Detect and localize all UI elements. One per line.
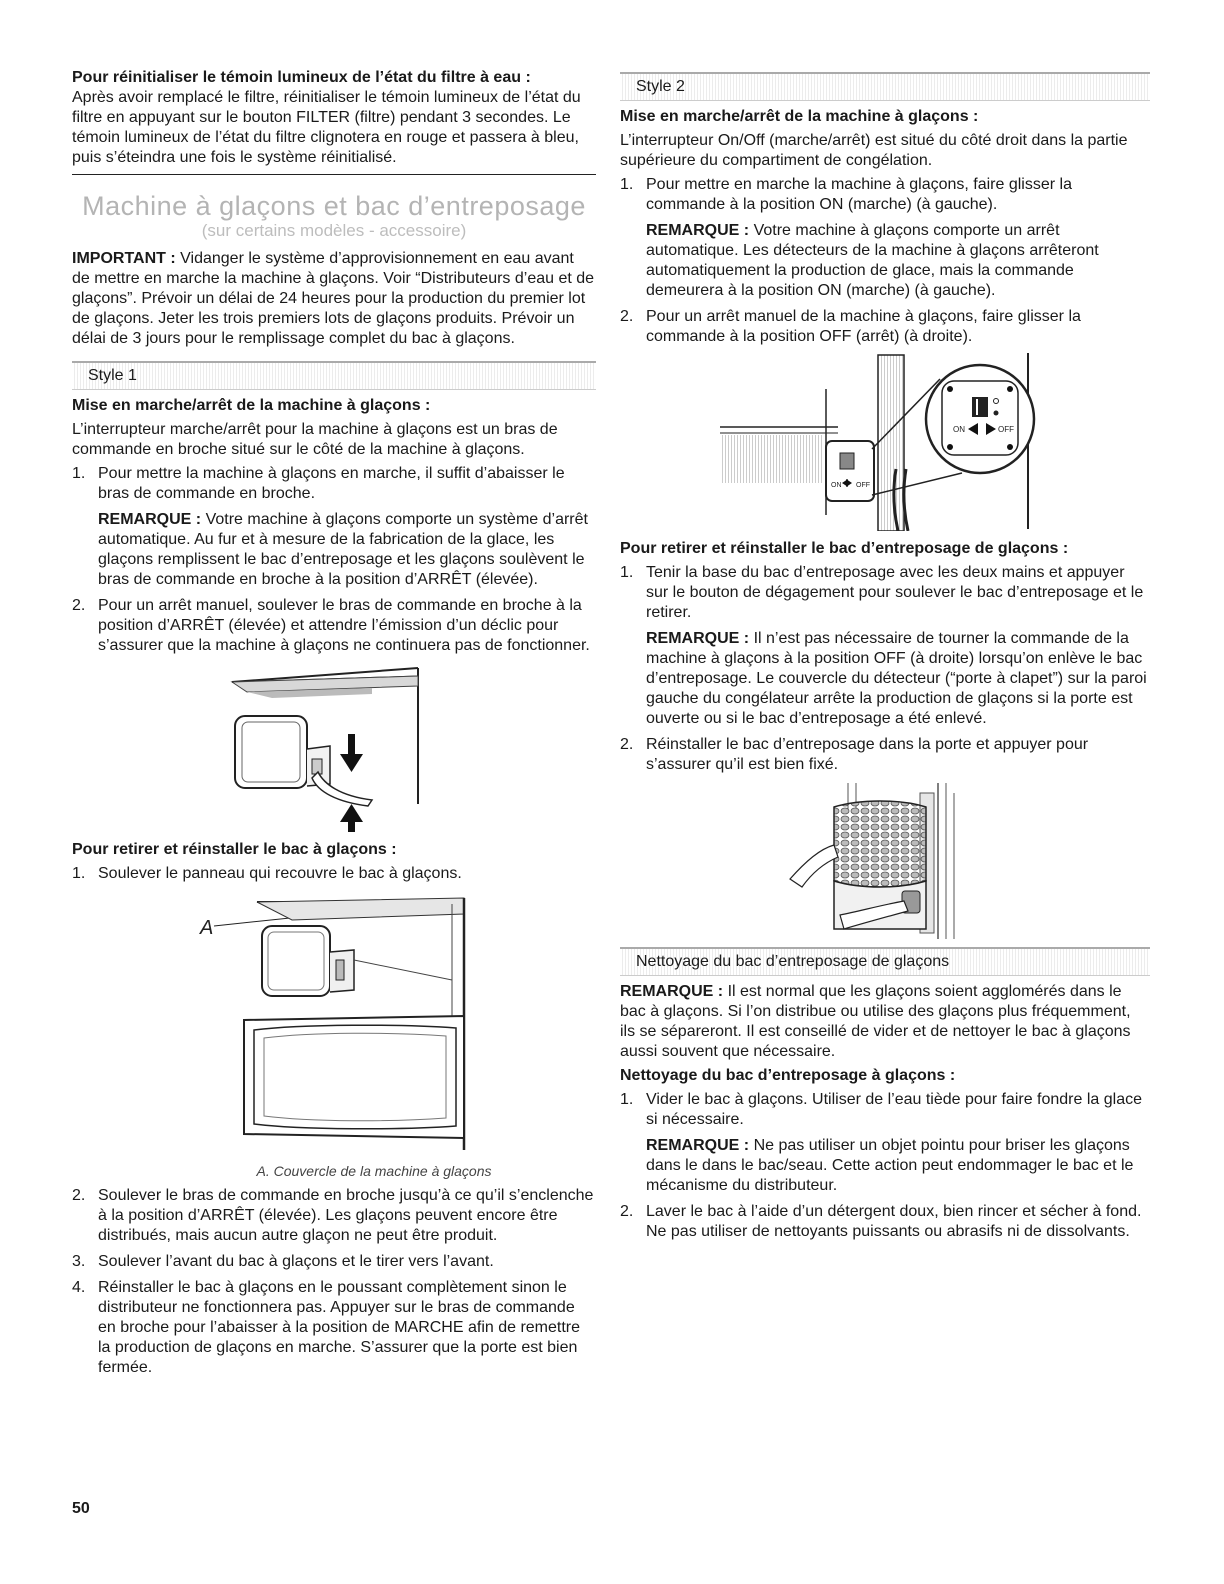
section-subtitle: (sur certains modèles - accessoire) bbox=[201, 221, 467, 240]
icemaker-cover-svg bbox=[72, 892, 596, 1154]
remove-bin-steps-part1 bbox=[72, 864, 596, 884]
step-number: 1. bbox=[620, 1091, 634, 1108]
step-number: 1. bbox=[620, 564, 634, 581]
important-text: Vidanger le système d’approvisionnement en eau avant de mettre en marche la machine à glaçons. Voir “Distributeurs d’eau et de glaçons”. Prévoir un délai de 24 heures pour la production du premier lot de glaçons. Jeter les trois premiers lots de glaçons produits. Prévoir un délai de 3 jours pour le remplissage complet du bac à glaçons. bbox=[72, 250, 595, 347]
cleaning-heading: Nettoyage du bac d’entreposage à glaçons : bbox=[620, 1067, 956, 1084]
note-text: Il est normal que les glaçons soient agglomérés dans le bac à glaçons. Si l’on distribue ou utilise des glaçons plus fréquemment, ils se sépareront. Il est conseillé de vider et de nettoyer le bac à glaçons aussi souvent que nécessaire. bbox=[620, 983, 1131, 1060]
style1-heading: Mise en marche/arrêt de la machine à glaçons : bbox=[72, 397, 431, 414]
storage-bin-svg bbox=[620, 783, 1150, 939]
style2-intro: L’interrupteur On/Off (marche/arrêt) est situé du côté droit dans la partie supérieure du compartiment de congélation. bbox=[620, 132, 1128, 169]
style1-steps bbox=[72, 464, 596, 656]
note-label: REMARQUE : bbox=[98, 511, 202, 528]
remove-bin-heading: Pour retirer et réinstaller le bac à glaçons : bbox=[72, 841, 397, 858]
list-item bbox=[72, 864, 596, 884]
step-number: 2. bbox=[72, 597, 86, 614]
style2-note bbox=[646, 221, 1150, 301]
step-text: Soulever le panneau qui recouvre le bac à glaçons. bbox=[98, 865, 462, 882]
storage-bin-heading: Pour retirer et réinstaller le bac d’entreposage de glaçons : bbox=[620, 540, 1069, 557]
step-number: 4. bbox=[72, 1279, 86, 1296]
important-paragraph bbox=[72, 249, 596, 349]
step-text: Pour un arrêt manuel de la machine à glaçons, faire glisser la commande à la position OFF (arrêt) (à droite). bbox=[646, 308, 1081, 345]
reset-filter-heading: Pour réinitialiser le témoin lumineux de l’état du filtre à eau : bbox=[72, 69, 531, 86]
step-text: Tenir la base du bac d’entreposage avec les deux mains et appuyer sur le bouton de dégagement pour soulever le bac d’entreposage et le retirer. bbox=[646, 564, 1144, 621]
step-text: Vider le bac à glaçons. Utiliser de l’eau tiède pour faire fondre la glace si nécessaire. bbox=[646, 1091, 1142, 1128]
section-divider bbox=[72, 174, 596, 175]
note-label: REMARQUE : bbox=[646, 222, 750, 239]
storage-note bbox=[646, 629, 1150, 729]
list-item bbox=[620, 175, 1150, 301]
note-label: REMARQUE : bbox=[646, 1137, 750, 1154]
list-item bbox=[72, 1278, 596, 1378]
step-text: Réinstaller le bac à glaçons en le poussant complètement sinon le distributeur ne fonctionnera pas. Appuyer sur le bras de commande en broche pour l’abaisser à la position de MARCHE afin de remettre la production de glaçons en marche. S’assurer que la porte est bien fermée. bbox=[98, 1279, 581, 1376]
list-item bbox=[72, 1186, 596, 1246]
icemaker-cover-illustration bbox=[72, 892, 596, 1154]
on-off-switch-svg bbox=[620, 353, 1150, 531]
list-item bbox=[620, 1202, 1150, 1242]
step-text: Laver le bac à l’aide d’un détergent doux, bien rincer et sécher à fond. Ne pas utiliser de nettoyants puissants ou abrasifs ni de dissolvants. bbox=[646, 1203, 1142, 1240]
icemaker-arm-illustration bbox=[72, 664, 596, 832]
list-item bbox=[72, 464, 596, 590]
step-text: Soulever le bras de commande en broche jusqu’à ce qu’il s’enclenche à la position d’ARRÊT (élevée). Les glaçons peuvent encore être distribués, mais aucun autre glaçon ne peut être produit. bbox=[98, 1187, 594, 1244]
note-text: Votre machine à glaçons comporte un système d’arrêt automatique. Au fur et à mesure de la fabrication de la glace, les glaçons remplissent le bac d’entreposage et les glaçons soulèvent le bras de commande en broche à la position d’ARRÊT (élevée). bbox=[98, 511, 588, 588]
cleaning-steps bbox=[620, 1090, 1150, 1242]
reset-filter-text: Après avoir remplacé le filtre, réinitialiser le témoin lumineux de l’état du filtre en appuyant sur le bouton FILTER (filtre) pendant 3 secondes. Le témoin lumineux de l’état du filtre clignotera en rouge et passera à bleu, puis s’éteindra une fois le système réinitialisé. bbox=[72, 89, 581, 166]
important-label: IMPORTANT : bbox=[72, 250, 176, 267]
note-text: Ne pas utiliser un objet pointu pour briser les glaçons dans le dans le bac/seau. Cette action peut endommager le bac et le mécanisme du distributeur. bbox=[646, 1137, 1134, 1194]
note-label: REMARQUE : bbox=[646, 630, 750, 647]
left-column bbox=[72, 68, 596, 1384]
callout-a: A bbox=[200, 917, 214, 939]
step-number: 1. bbox=[72, 865, 86, 882]
small-off-label: OFF bbox=[856, 482, 870, 489]
icemaker-arm-svg bbox=[72, 664, 596, 832]
page-number: 50 bbox=[72, 1500, 90, 1517]
cleaning-note bbox=[620, 982, 1150, 1062]
remove-bin-steps-part2 bbox=[72, 1186, 596, 1378]
step-number: 1. bbox=[72, 465, 86, 482]
note-text: Votre machine à glaçons comporte un arrêt automatique. Les détecteurs de la machine à glaçons arrêteront automatiquement la production de glace, mais la commande demeurera à la position ON (marche) (à gauche). bbox=[646, 222, 1099, 299]
note-label: REMARQUE : bbox=[620, 983, 724, 1000]
switch-off-label: OFF bbox=[998, 425, 1014, 434]
cleaning-banner: Nettoyage du bac d’entreposage de glaçons bbox=[620, 947, 1150, 976]
step-number: 2. bbox=[620, 1203, 634, 1220]
step-number: 2. bbox=[620, 308, 634, 325]
style1-intro: L’interrupteur marche/arrêt pour la machine à glaçons est un bras de commande en broche situé sur le côté de la machine à glaçons. bbox=[72, 421, 558, 458]
step-text: Pour un arrêt manuel, soulever le bras de commande en broche à la position d’ARRÊT (élevée) et attendre l’émission d’un déclic pour s’assurer que la machine à glaçons ne continuera pas de fonctionner. bbox=[98, 597, 590, 654]
storage-bin-steps bbox=[620, 563, 1150, 775]
cleaning-step-note bbox=[646, 1136, 1150, 1196]
section-title: Machine à glaçons et bac d’entreposage bbox=[82, 191, 586, 221]
step-number: 3. bbox=[72, 1253, 86, 1270]
step-number: 2. bbox=[72, 1187, 86, 1204]
step-number: 2. bbox=[620, 736, 634, 753]
list-item bbox=[620, 307, 1150, 347]
right-column bbox=[620, 68, 1150, 1248]
step-text: Pour mettre en marche la machine à glaçons, faire glisser la commande à la position ON (marche) (à gauche). bbox=[646, 176, 1072, 213]
list-item bbox=[72, 596, 596, 656]
storage-bin-illustration bbox=[620, 783, 1150, 939]
on-off-switch-illustration bbox=[620, 353, 1150, 531]
step-text: Soulever l’avant du bac à glaçons et le tirer vers l’avant. bbox=[98, 1253, 494, 1270]
small-on-label: ON bbox=[831, 482, 842, 489]
step-text: Réinstaller le bac d’entreposage dans la porte et appuyer pour s’assurer qu’il est bien fixé. bbox=[646, 736, 1089, 773]
note-text: Il n’est pas nécessaire de tourner la commande de la machine à glaçons à la position OFF (à droite) lorsqu’on enlève le bac d’entreposage. Le couvercle du détecteur (“porte à clapet”) sur la paroi gauche du congélateur arrête la production de glaçons si la porte est ouverte ou si le bac d’entreposage a été enlevé. bbox=[646, 630, 1147, 727]
figure-caption: A. Couvercle de la machine à glaçons bbox=[256, 1163, 492, 1179]
style1-banner: Style 1 bbox=[72, 361, 596, 390]
step-number: 1. bbox=[620, 176, 634, 193]
style2-banner: Style 2 bbox=[620, 72, 1150, 101]
style1-note bbox=[98, 510, 596, 590]
step-text: Pour mettre la machine à glaçons en marche, il suffit d’abaisser le bras de commande en broche. bbox=[98, 465, 565, 502]
list-item bbox=[620, 563, 1150, 729]
switch-on-label: ON bbox=[953, 425, 965, 434]
list-item bbox=[620, 1090, 1150, 1196]
style2-steps bbox=[620, 175, 1150, 347]
list-item bbox=[620, 735, 1150, 775]
style2-heading: Mise en marche/arrêt de la machine à glaçons : bbox=[620, 108, 979, 125]
list-item bbox=[72, 1252, 596, 1272]
